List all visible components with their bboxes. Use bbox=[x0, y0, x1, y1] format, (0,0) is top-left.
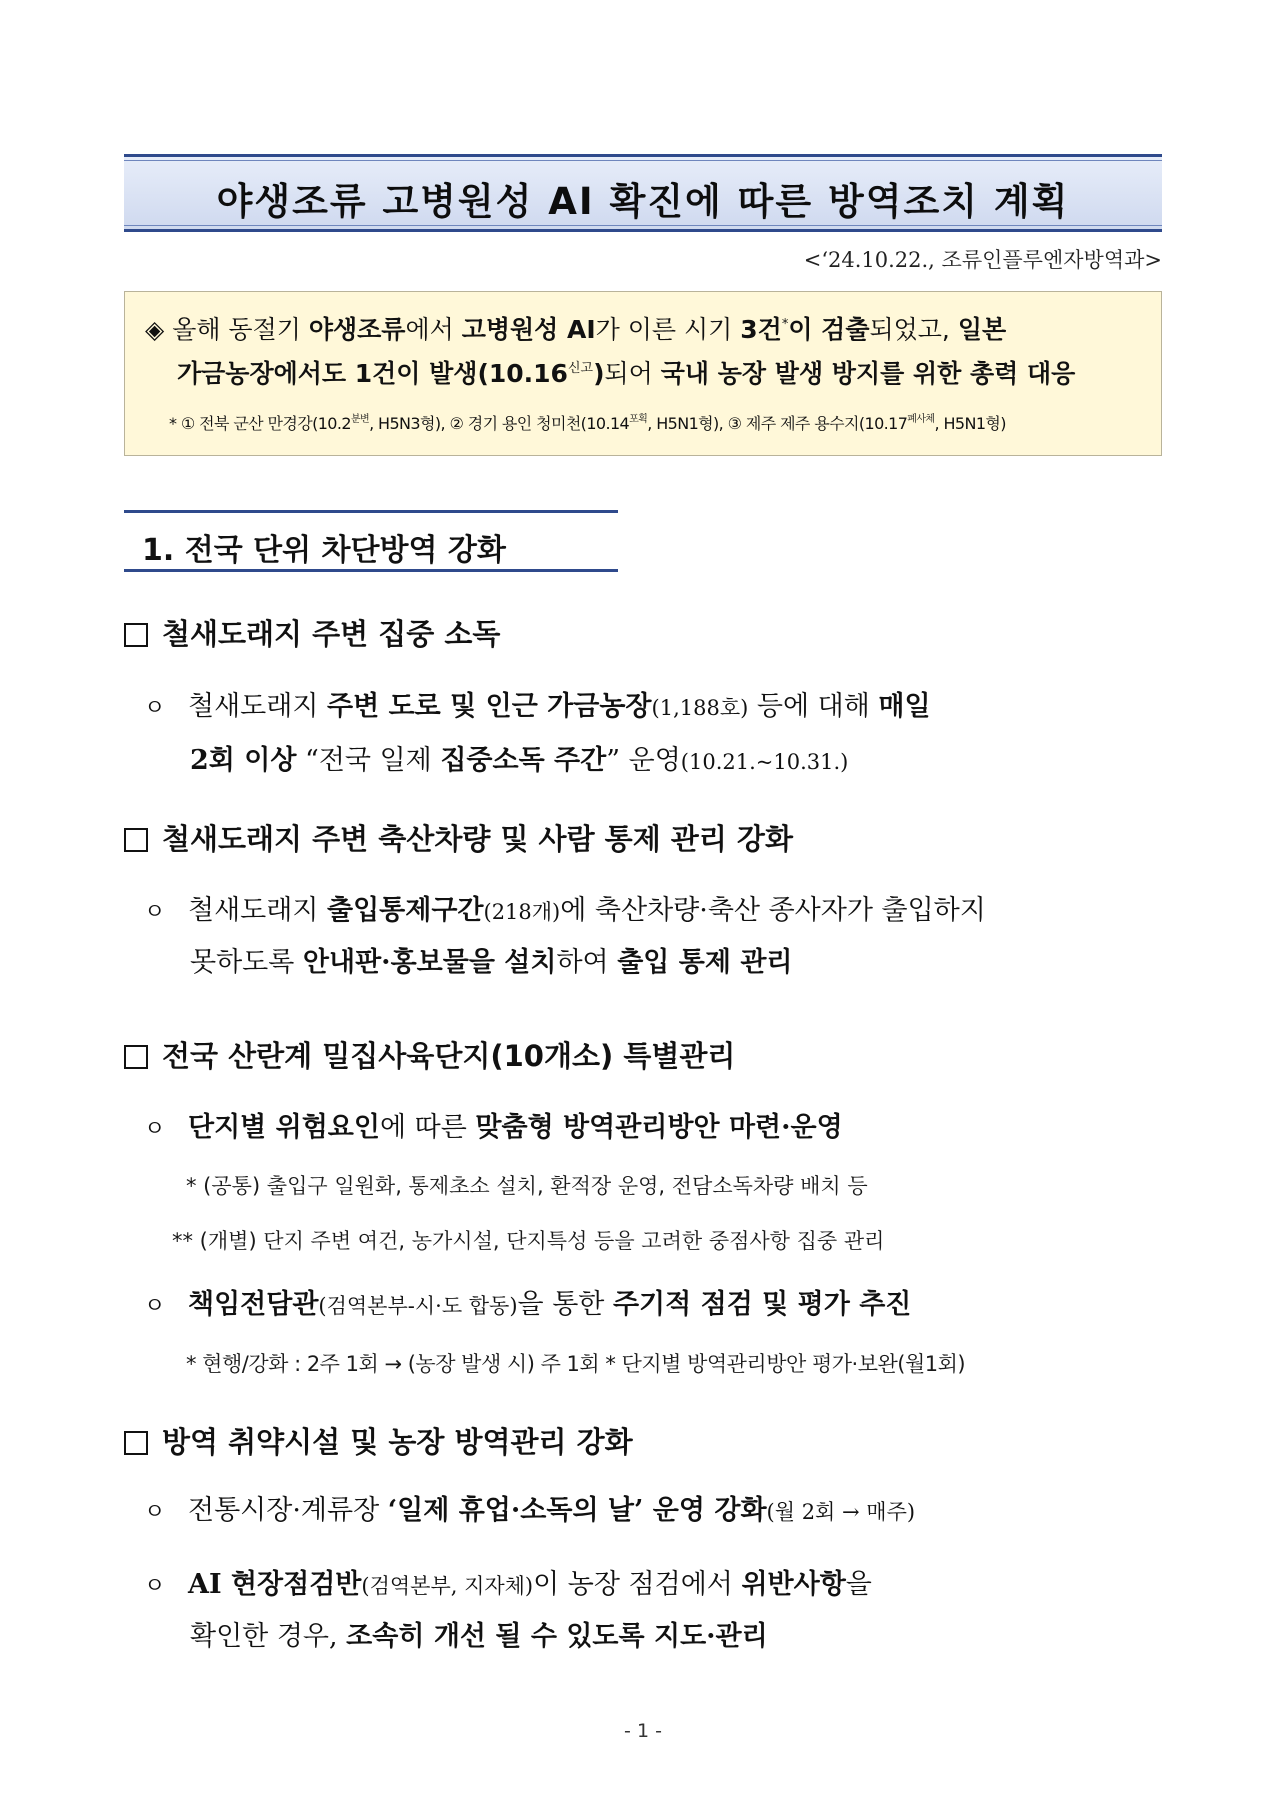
summary-text: 올해 동절기 bbox=[172, 315, 309, 344]
bullet-text: 에 축산차량·축산 종사자가 출입하지 bbox=[560, 895, 986, 926]
bullet-text: 확인한 경우, bbox=[190, 1621, 347, 1652]
bullet-bold: 집중소독 주간 bbox=[440, 745, 607, 776]
summary-text: 되어 bbox=[604, 359, 661, 388]
subsection-title: 방역 취약시설 및 농장 방역관리 강화 bbox=[162, 1425, 633, 1459]
summary-bold: 야생조류 bbox=[308, 315, 406, 344]
summary-bold: ) bbox=[593, 359, 605, 388]
bullet-text: 등에 대해 bbox=[748, 691, 879, 722]
superscript-label: 폐사체 bbox=[907, 414, 935, 425]
circle-bullet-icon: ㅇ bbox=[144, 1117, 166, 1142]
bullet-bold: 주변 도로 및 인근 가금농장 bbox=[327, 691, 652, 722]
bullet-bold: 위반사항 bbox=[741, 1569, 846, 1600]
bullet-bold: 단지별 위험요인 bbox=[188, 1112, 380, 1143]
sub2-bullet-1 bbox=[144, 888, 986, 927]
checkbox-square-icon bbox=[124, 1431, 148, 1455]
checkbox-square-icon bbox=[124, 623, 148, 647]
circle-bullet-icon: ㅇ bbox=[144, 1500, 166, 1525]
bullet-small: (월 2회 → 매주) bbox=[766, 1500, 916, 1524]
bullet-small: (1,188호) bbox=[651, 696, 749, 720]
subsection-title: 전국 산란계 밀집사육단지(10개소) 특별관리 bbox=[162, 1039, 736, 1073]
section-title: 1. 전국 단위 차단방역 강화 bbox=[142, 533, 506, 568]
summary-line-1 bbox=[145, 310, 1006, 346]
circle-bullet-icon: ㅇ bbox=[144, 1574, 166, 1599]
subsection-heading-1 bbox=[124, 612, 500, 653]
diamond-bullet-icon: ◈ bbox=[145, 315, 165, 344]
sub1-bullet-1-cont bbox=[190, 738, 848, 777]
note-text: , H5N3형), ② 경기 용인 청미천(10.14 bbox=[369, 414, 630, 433]
bullet-text: “전국 일제 bbox=[296, 745, 441, 776]
sub2-bullet-1-cont bbox=[190, 940, 793, 979]
bullet-text: 전통시장·계류장 bbox=[188, 1495, 388, 1526]
bullet-bold: ‘일제 휴업·소독의 날’ 운영 강화 bbox=[387, 1495, 767, 1526]
bullet-bold: 출입통제구간 bbox=[327, 895, 484, 926]
sub3-note-1: * (공통) 출입구 일원화, 통제초소 설치, 환적장 운영, 전담소독차량 배치 등 bbox=[186, 1174, 868, 1198]
bullet-text: 에 따른 bbox=[379, 1112, 476, 1143]
note-text: * ① 전북 군산 만경강(10.2 bbox=[169, 414, 351, 433]
subsection-title: 철새도래지 주변 축산차량 및 사람 통제 관리 강화 bbox=[162, 822, 793, 856]
note-text: , H5N1형), ③ 제주 제주 용수지(10.17 bbox=[647, 414, 908, 433]
bullet-bold: 매일 bbox=[878, 691, 931, 722]
bullet-small: (검역본부-시·도 합동) bbox=[318, 1294, 518, 1318]
bullet-bold: 출입 통제 관리 bbox=[617, 947, 793, 978]
circle-bullet-icon: ㅇ bbox=[144, 1294, 166, 1319]
bullet-bold: 주기적 점검 및 평가 추진 bbox=[612, 1289, 912, 1320]
bullet-text: 못하도록 bbox=[190, 947, 303, 978]
bullet-text: 을 통한 bbox=[517, 1289, 613, 1320]
title-banner bbox=[124, 154, 1162, 232]
bullet-text: 하여 bbox=[556, 947, 618, 978]
bullet-text: 을 bbox=[845, 1569, 872, 1600]
sub3-note-2: ** (개별) 단지 주변 여건, 농가시설, 단지특성 등을 고려한 중점사항 집중 관리 bbox=[172, 1229, 885, 1253]
superscript-label: 분변 bbox=[350, 414, 370, 425]
bullet-bold: 안내판·홍보물을 설치 bbox=[302, 947, 557, 978]
bullet-text: 이 농장 점검에서 bbox=[533, 1569, 742, 1600]
sub3-bullet-1 bbox=[144, 1105, 843, 1144]
sub4-bullet-1 bbox=[144, 1488, 915, 1527]
bullet-small: (검역본부, 지자체) bbox=[361, 1574, 534, 1598]
bullet-bold: 2회 이상 bbox=[190, 745, 297, 776]
section-heading-1 bbox=[124, 510, 618, 572]
bullet-bold: 조속히 개선 될 수 있도록 지도·관리 bbox=[346, 1621, 768, 1652]
summary-text: 가 이른 시기 bbox=[595, 315, 741, 344]
bullet-text: 철새도래지 bbox=[188, 895, 327, 926]
bullet-text: ” 운영 bbox=[606, 745, 681, 776]
summary-box bbox=[124, 291, 1162, 456]
bullet-small: (218개) bbox=[483, 900, 561, 924]
subsection-title: 철새도래지 주변 집중 소독 bbox=[162, 617, 501, 651]
summary-text: 되었고, bbox=[869, 315, 958, 344]
circle-bullet-icon: ㅇ bbox=[144, 900, 166, 925]
summary-bold: 3건 bbox=[740, 315, 782, 344]
summary-bold: 가금농장에서도 1건이 발생(10.16 bbox=[177, 359, 568, 388]
summary-text: 에서 bbox=[405, 315, 462, 344]
superscript-label: 신고 bbox=[567, 361, 594, 376]
summary-bold: 이 검출 bbox=[788, 315, 870, 344]
superscript-label: 포획 bbox=[629, 414, 648, 425]
sub3-note-3: * 현행/강화 : 2주 1회 → (농장 발생 시) 주 1회 * 단지별 방역관리방안 평가·보완(월1회) bbox=[186, 1352, 966, 1376]
summary-bold: 국내 농장 발생 방지를 위한 총력 대응 bbox=[660, 359, 1076, 388]
date-department-line: <‘24.10.22., 조류인플루엔자방역과> bbox=[803, 248, 1162, 272]
summary-footnote bbox=[169, 410, 1006, 434]
sub3-bullet-2 bbox=[144, 1282, 911, 1321]
bullet-bold: AI 현장점검반 bbox=[188, 1569, 362, 1600]
summary-bold: 일본 bbox=[957, 315, 1007, 344]
bullet-bold: 책임전담관 bbox=[188, 1289, 319, 1320]
sub4-bullet-2-cont bbox=[190, 1614, 768, 1653]
checkbox-square-icon bbox=[124, 828, 148, 852]
footnote-mark: * bbox=[781, 317, 789, 332]
subsection-heading-2 bbox=[124, 817, 793, 858]
checkbox-square-icon bbox=[124, 1045, 148, 1069]
circle-bullet-icon: ㅇ bbox=[144, 696, 166, 721]
page-number: - 1 - bbox=[624, 1720, 662, 1742]
summary-bold: 고병원성 AI bbox=[461, 315, 596, 344]
sub4-bullet-2 bbox=[144, 1562, 872, 1601]
bullet-small: (10.21.~10.31.) bbox=[680, 750, 849, 774]
bullet-bold: 맞춤형 방역관리방안 마련·운영 bbox=[475, 1112, 843, 1143]
subsection-heading-3 bbox=[124, 1034, 735, 1075]
bullet-text: 철새도래지 bbox=[188, 691, 327, 722]
summary-line-2 bbox=[177, 354, 1075, 390]
note-text: , H5N1형) bbox=[934, 414, 1006, 433]
document-title: 야생조류 고병원성 AI 확진에 따른 방역조치 계획 bbox=[216, 180, 1070, 223]
subsection-heading-4 bbox=[124, 1420, 633, 1461]
sub1-bullet-1 bbox=[144, 684, 931, 723]
